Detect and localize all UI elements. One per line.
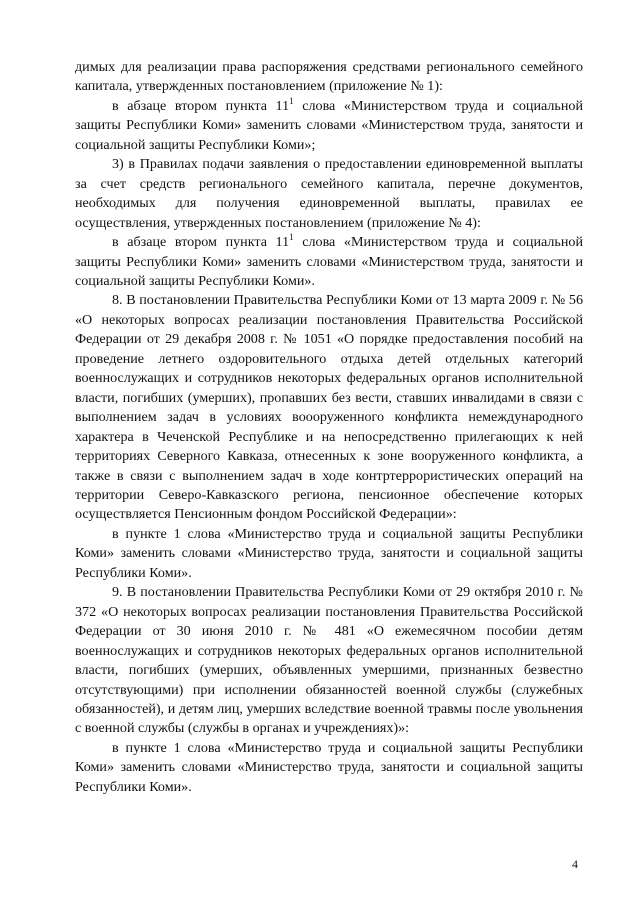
paragraph-text: слова «Министерством труда и социальной защиты Республики Коми» заменить словами «Министерством труда, занятости и социальной защиты Республики Коми»; xyxy=(75,97,583,153)
paragraph-text: в абзаце втором пункта 11 xyxy=(112,97,290,114)
superscript: 1 xyxy=(289,232,294,243)
paragraph xyxy=(75,525,583,583)
paragraph-text: димых для реализации права распоряжения средствами регионального семейного капитала, утвержденных постановлением (приложение № 1): xyxy=(75,59,583,95)
paragraph xyxy=(75,583,583,739)
paragraph-text: в абзаце втором пункта 11 xyxy=(112,234,290,251)
paragraph-text: в пункте 1 слова «Министерство труда и социальной защиты Республики Коми» заменить словами «Министерство труда, занятости и социальной защиты Республики Коми». xyxy=(75,525,583,581)
paragraph-text: в пункте 1 слова «Министерство труда и социальной защиты Республики Коми» заменить словами «Министерство труда, занятости и социальной защиты Республики Коми». xyxy=(75,739,583,795)
page-number: 4 xyxy=(572,857,578,871)
paragraph-text: 8. В постановлении Правительства Республики Коми от 13 марта 2009 г. № 56 «О некоторых вопросах реализации постановления Правительства Российской Федерации от 29 декабря 2008 г. № 1051 «О порядке предоставления пособий на проведение летнего оздоровительного отдыха детей отдельных категорий военнослужащих и сотрудников некоторых федеральных органов исполнительной власти, погибших (умерших), пропавших без вести, ставших инвалидами в связи с выполнением задач в условиях воооруженного конфликта немеждународного характера в Чеченской Республике и на непосредственно прилегающих к ней территориях Северного Кавказа, отнесенных к зоне вооруженного конфликта, а также в связи с выполнением задач в ходе контртеррористических операций на территории Северо-Кавказского региона, пенсионное обеспечение которых осуществляется Пенсионным фондом Российской Федерации»: xyxy=(75,292,583,523)
paragraph xyxy=(75,97,583,155)
paragraph xyxy=(75,58,583,97)
paragraph-text: слова «Министерством труда и социальной защиты Республики Коми» заменить словами «Министерством труда, занятости и социальной защиты Республики Коми». xyxy=(75,234,583,289)
paragraph xyxy=(75,155,583,233)
paragraph xyxy=(75,291,583,524)
superscript: 1 xyxy=(289,95,294,106)
paragraph xyxy=(75,739,583,797)
document-body xyxy=(75,58,583,797)
paragraph xyxy=(75,233,583,291)
paragraph-text: 9. В постановлении Правительства Республики Коми от 29 октября 2010 г. № 372 «О некоторых вопросах реализации постановления Правительства Российской Федерации от 30 июня 2010 г. № 481 «О ежемесячном пособии детям военнослужащих и сотрудников некоторых федеральных органов исполнительной власти, погибших (умерших, объявленных умершими, признанных безвестно отсутствующими) при исполнении обязанностей военной службы (служебных обязанностей), и детям лиц, умерших вследствие военной травмы после увольнения с военной службы (службы в органах и учреждениях)»: xyxy=(75,584,583,737)
paragraph-text: 3) в Правилах подачи заявления о предоставлении единовременной выплаты за счет средств регионального семейного капитала, перечне документов, необходимых для получения единовременной выплаты, правилах ее осуществления, утвержденных постановлением (приложение № 4): xyxy=(75,156,583,231)
